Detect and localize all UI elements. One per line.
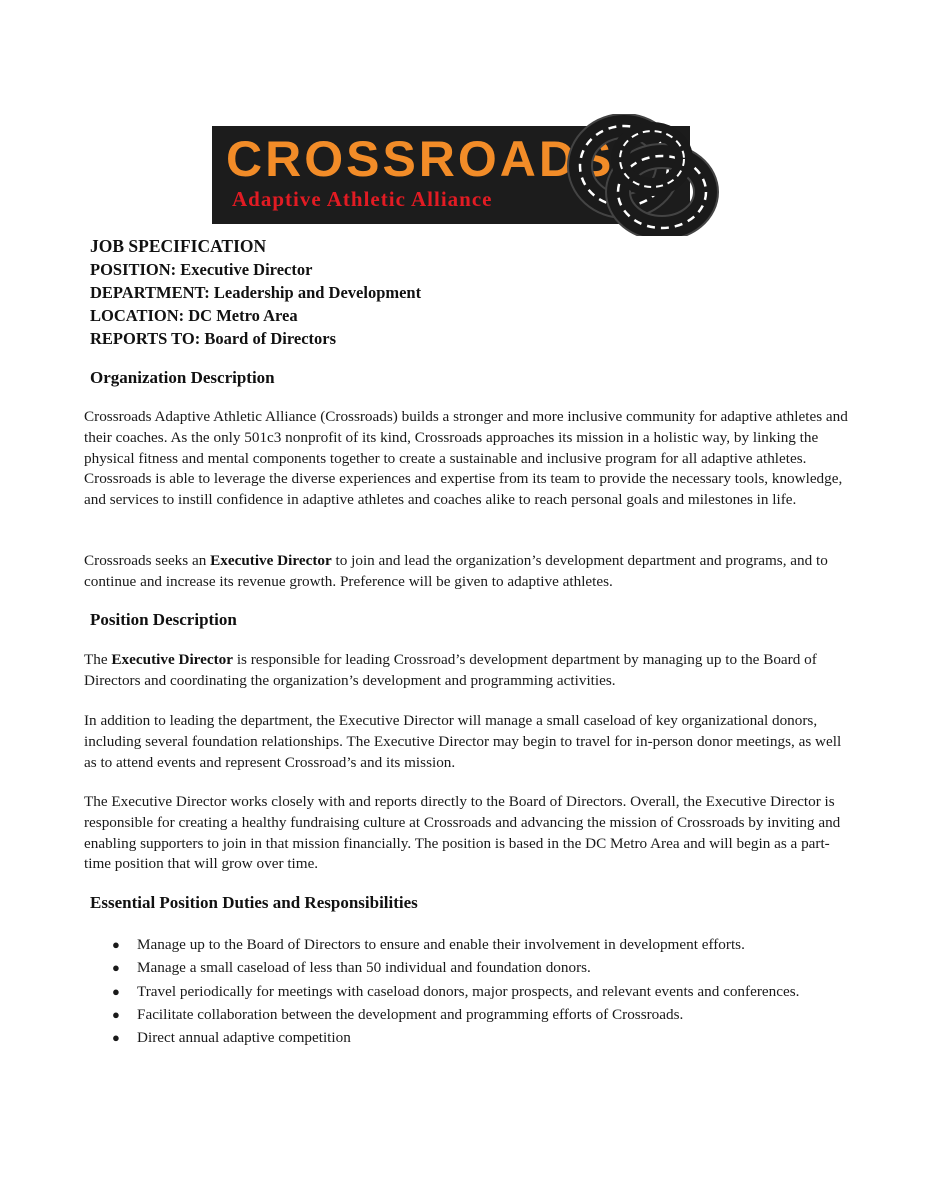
list-item: ● Manage a small caseload of less than 50 individual and foundation donors. xyxy=(110,958,830,979)
list-item: ● Direct annual adaptive competition xyxy=(110,1028,830,1049)
executive-director-emphasis: Executive Director xyxy=(111,651,234,668)
bullet-icon: ● xyxy=(112,1006,120,1022)
position-line: POSITION: Executive Director xyxy=(90,260,313,279)
bullet-icon: ● xyxy=(112,960,120,976)
bullet-icon: ● xyxy=(112,1030,120,1046)
crossroads-logo xyxy=(212,114,730,236)
list-item: ● Facilitate collaboration between the development and programming efforts of Crossroads. xyxy=(110,1005,830,1026)
reports-to-line: REPORTS TO: Board of Directors xyxy=(90,329,337,348)
list-item: ● Travel periodically for meetings with caseload donors, major prospects, and relevant events and conferences. xyxy=(110,982,830,1003)
logo-name: CROSSROADS xyxy=(226,131,615,187)
bullet-icon: ● xyxy=(112,937,120,952)
org-seeks-paragraph: Crossroads seeks an Executive Director to join and lead the organization’s development department and programs, and to continue and increase its revenue growth. Preference will be given to adaptive athletes. xyxy=(84,552,828,590)
position-paragraph-3: The Executive Director works closely with and reports directly to the Board of Directors. Overall, the Executive Director is responsible for creating a healthy fundraising culture at Crossroads and advancing the mission of Crossroads by inviting and enabling supporters to join in that mission financially. The position is based in the DC Metro Area and will begin as a part-time position that will grow over time. xyxy=(84,793,841,873)
list-item: ● Manage up to the Board of Directors to ensure and enable their involvement in development efforts. xyxy=(110,935,830,956)
executive-director-emphasis: Executive Director xyxy=(210,552,332,569)
position-paragraph-1: The Executive Director is responsible for leading Crossroad’s development department by managing up to the Board of Directors and coordinating the organization’s development and programming activities. xyxy=(84,651,817,689)
duties-list xyxy=(110,935,830,1051)
job-spec-header xyxy=(90,235,790,350)
org-description-heading: Organization Description xyxy=(90,368,275,387)
department-line: DEPARTMENT: Leadership and Development xyxy=(90,283,422,302)
logo-tagline: Adaptive Athletic Alliance xyxy=(232,187,493,211)
position-paragraph-2: In addition to leading the department, the Executive Director will manage a small caseload of key organizational donors, including several foundation relationships. The Executive Director may begin to travel for in-person donor meetings, as well as to attend events and represent Crossroad’s and its mission. xyxy=(84,712,842,771)
org-description-paragraph: Crossroads Adaptive Athletic Alliance (Crossroads) builds a stronger and more inclusive community for adaptive athletes and their coaches. As the only 501c3 nonprofit of its kind, Crossroads approaches its mission in a holistic way, by linking the physical fitness and mental components together to create a sustainable and inclusive program for all adaptive athletes. Crossroads is able to leverage the diverse experiences and expertise from its team to provide the necessary tools, knowledge, and services to instill confidence in adaptive athletes and coaches alike to reach personal goals and milestones in life. xyxy=(84,408,848,509)
logo-graphic xyxy=(212,114,730,236)
bullet-icon: ● xyxy=(112,983,120,999)
position-description-heading: Position Description xyxy=(90,610,237,629)
job-spec-title: JOB SPECIFICATION xyxy=(90,236,267,256)
duties-heading: Essential Position Duties and Responsibilities xyxy=(90,893,418,912)
location-line: LOCATION: DC Metro Area xyxy=(90,306,298,325)
